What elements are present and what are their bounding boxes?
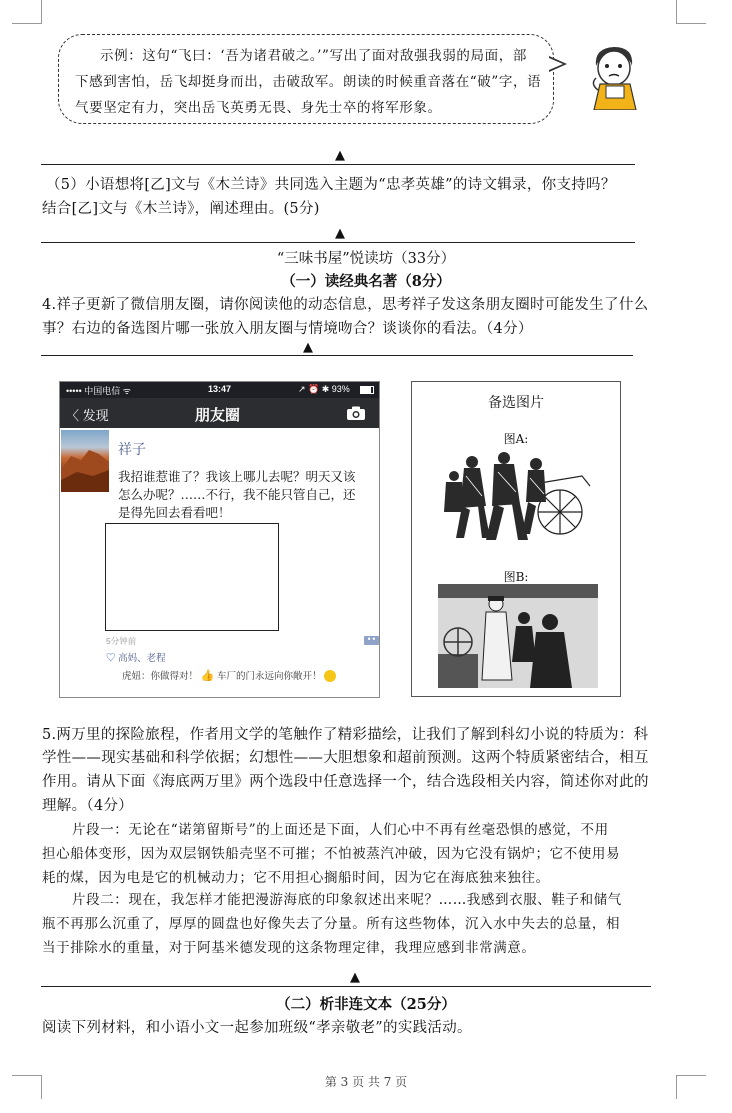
- answer-mark-1: ▲: [335, 148, 345, 163]
- clock-label: 13:47: [208, 384, 232, 394]
- comment-text-2: 车厂的门永远向你敞开！: [217, 671, 322, 682]
- q5-line-2: 结合[乙]文与《木兰诗》，阐述理由。(5分): [42, 201, 320, 217]
- example-line-2: 下感到害怕，岳飞却挺身而出，击破敌军。朗读的时候重音落在“破”字，语: [75, 74, 542, 90]
- comment-row: [122, 668, 336, 682]
- candidate-pictures-panel: [411, 381, 621, 697]
- q4-line-2: 事？右边的备选图片哪一张放入朋友圈与情境吻合？谈谈你的看法。（4分）: [42, 321, 533, 337]
- post-time-ago: 5分钟前: [106, 636, 137, 646]
- section-title: “三味书屋”悦读坊（33分）: [276, 251, 456, 267]
- excerpt-2-line-2: 瓶不再那么沉重了，厚厚的圆盘也好像失去了分量。所有这些物体，沉入水中失去的总量，相: [42, 916, 621, 932]
- fig-a-label: 图A:: [503, 432, 529, 446]
- battery-icon: [360, 386, 374, 394]
- q5b-line-4: 理解。（4分）: [42, 798, 134, 814]
- excerpt-2-line-3: 当于排除水的重量，对于阿基米德发现的这条物理定律，我理应感到非常满意。: [42, 940, 536, 956]
- comment-text-1: 虎妞：你做得对！: [122, 671, 199, 682]
- excerpt-2-line-1: 片段二：现在，我怎样才能把漫游海底的印象叙述出来呢？……我感到衣服、鞋子和储气: [72, 892, 622, 908]
- avatar[interactable]: [61, 430, 109, 492]
- post-user-name[interactable]: 祥子: [118, 441, 146, 457]
- fig-a-sketch[interactable]: [442, 446, 594, 546]
- excerpt-1-line-2: 担心船体变形，因为双层钢铁船壳坚不可摧；不怕被蒸汽冲破，因为它没有锅炉；它不使用易: [42, 846, 621, 862]
- excerpt-1-line-3: 耗的煤，因为电是它的机械动力；它不用担心搁船时间，因为它在海底独来独往。: [42, 870, 550, 886]
- smile-emoji-icon: [324, 670, 336, 682]
- carrier-label: ••••• 中国电信 ᯤ: [66, 386, 131, 396]
- answer-mark-4: ▲: [350, 970, 360, 985]
- post-image-placeholder[interactable]: [105, 523, 279, 631]
- wechat-moments-screenshot: [59, 381, 380, 698]
- answer-line-2: [41, 242, 635, 243]
- likes-names: 高妈、老程: [118, 653, 166, 664]
- answer-line-3: [41, 355, 633, 356]
- crop-mark-top-left: [12, 0, 42, 24]
- fig-b-sketch[interactable]: [438, 584, 598, 688]
- answer-line-1: [41, 164, 635, 165]
- post-line-1: 我招谁惹谁了？我该上哪儿去呢？明天又该: [118, 469, 356, 484]
- subsection-1-title: （一）读经典名著（8分）: [281, 273, 451, 290]
- phone-status-bar: [60, 382, 379, 398]
- phone-nav-bar: [60, 398, 379, 428]
- q4-line-1: 4.祥子更新了微信朋友圈，请你阅读他的动态信息，思考祥子发这条朋友圈时可能发生了什么: [42, 297, 649, 313]
- thumbs-up-icon: 👍: [200, 670, 215, 682]
- q5-line-1: （5）小语想将[乙]文与《木兰诗》共同选入主题为“忠孝英雄”的诗文辑录，你支持吗？: [46, 177, 616, 193]
- boy-reading-figure: [586, 44, 644, 110]
- q5b-line-2: 学性——现实基础和科学依据；幻想性——大胆想象和超前预测。这两个特质紧密结合，相互: [42, 750, 649, 766]
- q5b-line-1: 5.两万里的探险旅程，作者用文学的笔触作了精彩描绘，让我们了解到科幻小说的特质为：科: [42, 727, 649, 743]
- camera-icon[interactable]: [346, 406, 366, 421]
- back-button[interactable]: 〈 发现: [66, 408, 109, 423]
- q5b-line-3: 作用。请从下面《海底两万里》两个选段中任意选择一个，结合选段相关内容，简述你对此的: [42, 774, 649, 790]
- bubble-tail-inner: [549, 58, 563, 70]
- battery-label: ↗ ⏰ ✱ 93%: [298, 384, 350, 394]
- excerpt-1-line-1: 片段一：无论在“诺第留斯号”的上面还是下面，人们心中不再有丝毫恐惧的感觉，不用: [72, 822, 609, 838]
- likes-section: [106, 650, 166, 664]
- example-line-3: 气要坚定有力，突出岳飞英勇无畏、身先士卒的将军形象。: [75, 100, 442, 116]
- post-line-2: 怎么办呢？……不行，我不能只管自己，还: [118, 487, 356, 502]
- answer-line-4: [41, 986, 651, 987]
- answer-mark-3: ▲: [303, 340, 313, 355]
- subsection-2-title: （二）析非连文本（25分）: [276, 996, 456, 1013]
- candidates-title: 备选图片: [488, 395, 544, 411]
- crop-mark-top-right: [676, 0, 706, 24]
- more-options-icon[interactable]: ••: [364, 636, 379, 645]
- fig-b-label: 图B:: [503, 570, 529, 584]
- post-line-3: 是得先回去看看吧！: [118, 505, 231, 520]
- page-footer: 第 3 页 共 7 页: [324, 1075, 408, 1089]
- example-bubble: [58, 34, 554, 124]
- example-line-1: 示例：这句“飞曰：‘吾为诸君破之。’”写出了面对敌强我弱的局面，部: [100, 48, 527, 64]
- instruction-line: 阅读下列材料，和小语小文一起参加班级“孝亲敬老”的实践活动。: [42, 1020, 472, 1036]
- answer-mark-2: ▲: [335, 226, 345, 241]
- heart-icon: ♡: [106, 653, 116, 664]
- moments-title: 朋友圈: [195, 407, 241, 424]
